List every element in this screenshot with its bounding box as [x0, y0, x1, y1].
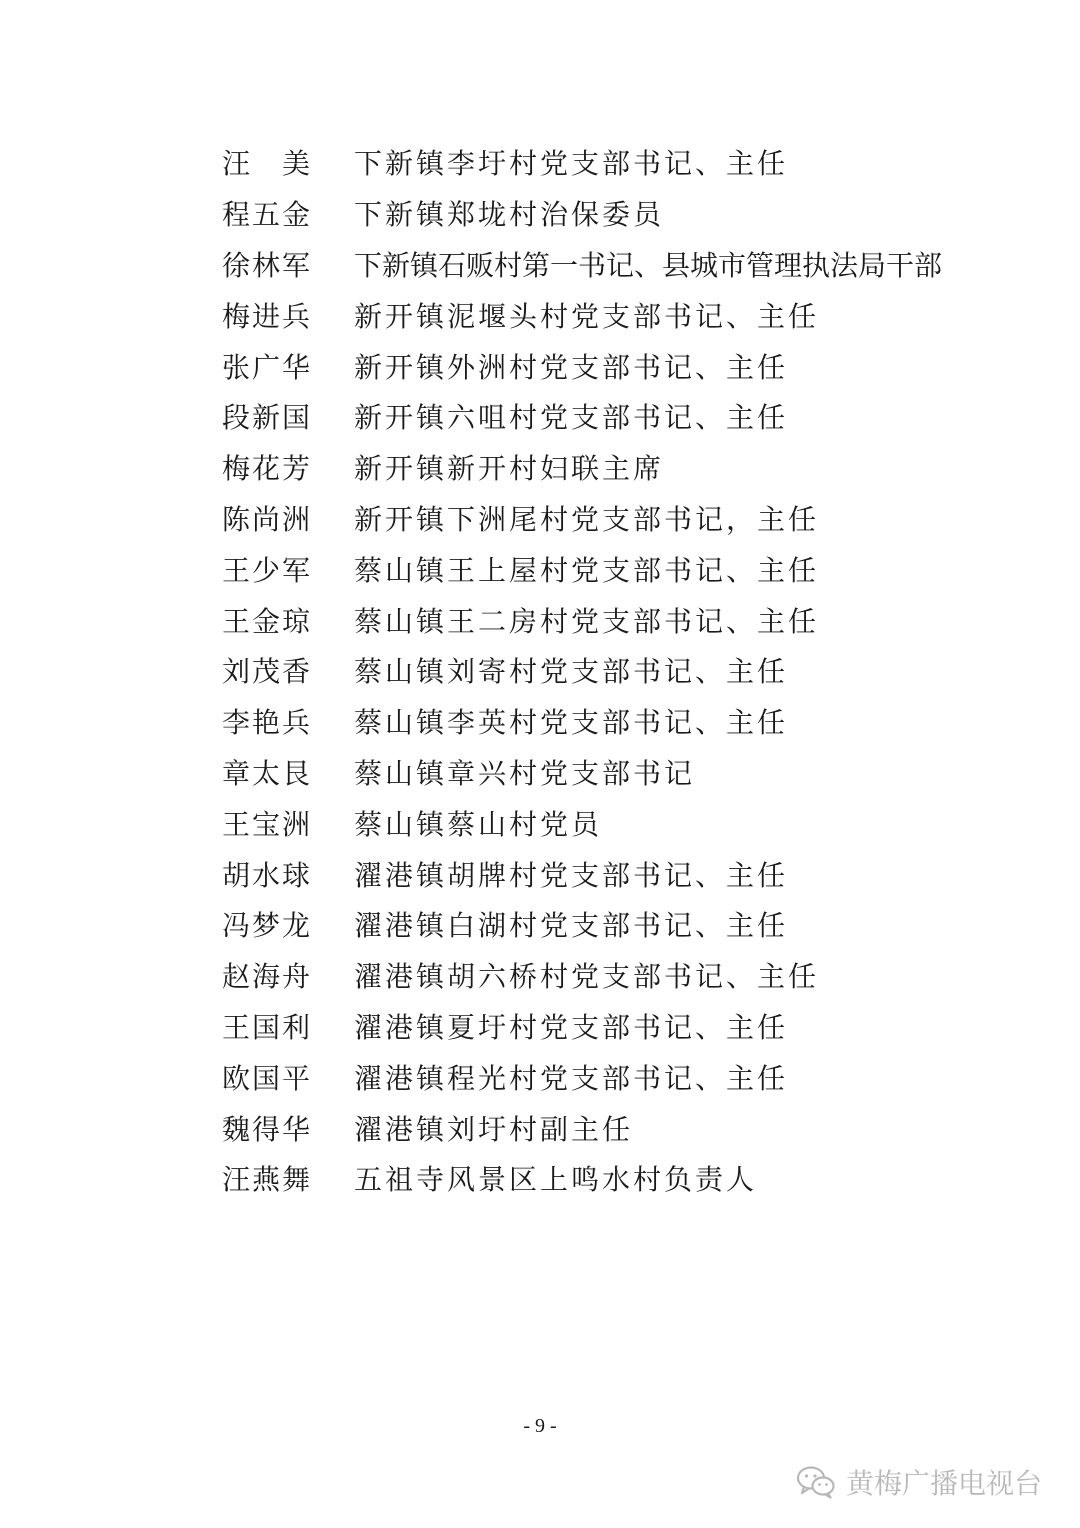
person-name: 梅进兵 — [222, 299, 313, 333]
person-name: 胡水球 — [222, 858, 313, 892]
person-name: 刘茂香 — [222, 655, 313, 689]
person-role: 下新镇李圩村党支部书记、主任 — [354, 147, 789, 181]
person-role: 濯港镇刘圩村副主任 — [354, 1112, 634, 1146]
person-name: 王国利 — [222, 1010, 313, 1044]
list-item — [222, 645, 942, 696]
person-role: 新开镇下洲尾村党支部书记，主任 — [354, 502, 820, 536]
person-role: 下新镇郑垅村治保委员 — [354, 198, 665, 232]
person-name: 汪 美 — [222, 147, 313, 181]
page-number: - 9 - — [523, 1415, 557, 1437]
list-item — [222, 747, 942, 798]
list-item — [222, 848, 942, 899]
person-name: 张广华 — [222, 350, 313, 384]
name-list — [222, 137, 942, 1204]
list-item — [222, 289, 942, 340]
person-name: 王宝洲 — [222, 807, 313, 841]
person-role: 新开镇六咀村党支部书记、主任 — [354, 401, 789, 435]
person-role: 新开镇新开村妇联主席 — [354, 452, 665, 486]
person-name: 段新国 — [222, 401, 313, 435]
list-item — [222, 442, 942, 493]
person-role: 蔡山镇王二房村党支部书记、主任 — [354, 604, 820, 638]
person-role: 蔡山镇蔡山村党员 — [354, 807, 603, 841]
person-name: 梅花芳 — [222, 452, 313, 486]
person-name: 王少军 — [222, 553, 313, 587]
list-item — [222, 797, 942, 848]
list-item — [222, 594, 942, 645]
person-name: 王金琼 — [222, 604, 313, 638]
list-item — [222, 340, 942, 391]
person-role: 下新镇石贩村第一书记、县城市管理执法局干部 — [354, 248, 943, 282]
watermark — [796, 1462, 1042, 1502]
person-role: 新开镇外洲村党支部书记、主任 — [354, 350, 789, 384]
person-role: 濯港镇胡牌村党支部书记、主任 — [354, 858, 789, 892]
list-item — [222, 137, 942, 188]
person-name: 赵海舟 — [222, 960, 313, 994]
person-name: 章太艮 — [222, 756, 313, 790]
list-item — [222, 696, 942, 747]
list-item — [222, 391, 942, 442]
person-role: 新开镇泥堰头村党支部书记、主任 — [354, 299, 820, 333]
person-role: 濯港镇程光村党支部书记、主任 — [354, 1061, 789, 1095]
person-name: 欧国平 — [222, 1061, 313, 1095]
person-role: 蔡山镇章兴村党支部书记 — [354, 756, 696, 790]
list-item — [222, 1102, 942, 1153]
list-item — [222, 493, 942, 544]
list-item — [222, 239, 942, 290]
wechat-icon — [796, 1465, 836, 1499]
person-role: 濯港镇白湖村党支部书记、主任 — [354, 909, 789, 943]
list-item — [222, 1001, 942, 1052]
list-item — [222, 950, 942, 1001]
list-item — [222, 188, 942, 239]
list-item — [222, 543, 942, 594]
person-name: 汪燕舞 — [222, 1163, 313, 1197]
person-role: 蔡山镇王上屋村党支部书记、主任 — [354, 553, 820, 587]
person-name: 李艳兵 — [222, 706, 313, 740]
person-name: 徐林军 — [222, 248, 313, 282]
person-name: 冯梦龙 — [222, 909, 313, 943]
person-role: 濯港镇胡六桥村党支部书记、主任 — [354, 960, 820, 994]
person-role: 蔡山镇李英村党支部书记、主任 — [354, 706, 789, 740]
person-role: 濯港镇夏圩村党支部书记、主任 — [354, 1010, 789, 1044]
list-item — [222, 1153, 942, 1204]
person-role: 五祖寺风景区上鸣水村负责人 — [354, 1163, 758, 1197]
person-name: 陈尚洲 — [222, 502, 313, 536]
person-role: 蔡山镇刘寄村党支部书记、主任 — [354, 655, 789, 689]
list-item — [222, 899, 942, 950]
person-name: 程五金 — [222, 198, 313, 232]
person-name: 魏得华 — [222, 1112, 313, 1146]
watermark-text: 黄梅广播电视台 — [845, 1467, 1042, 1500]
list-item — [222, 1051, 942, 1102]
